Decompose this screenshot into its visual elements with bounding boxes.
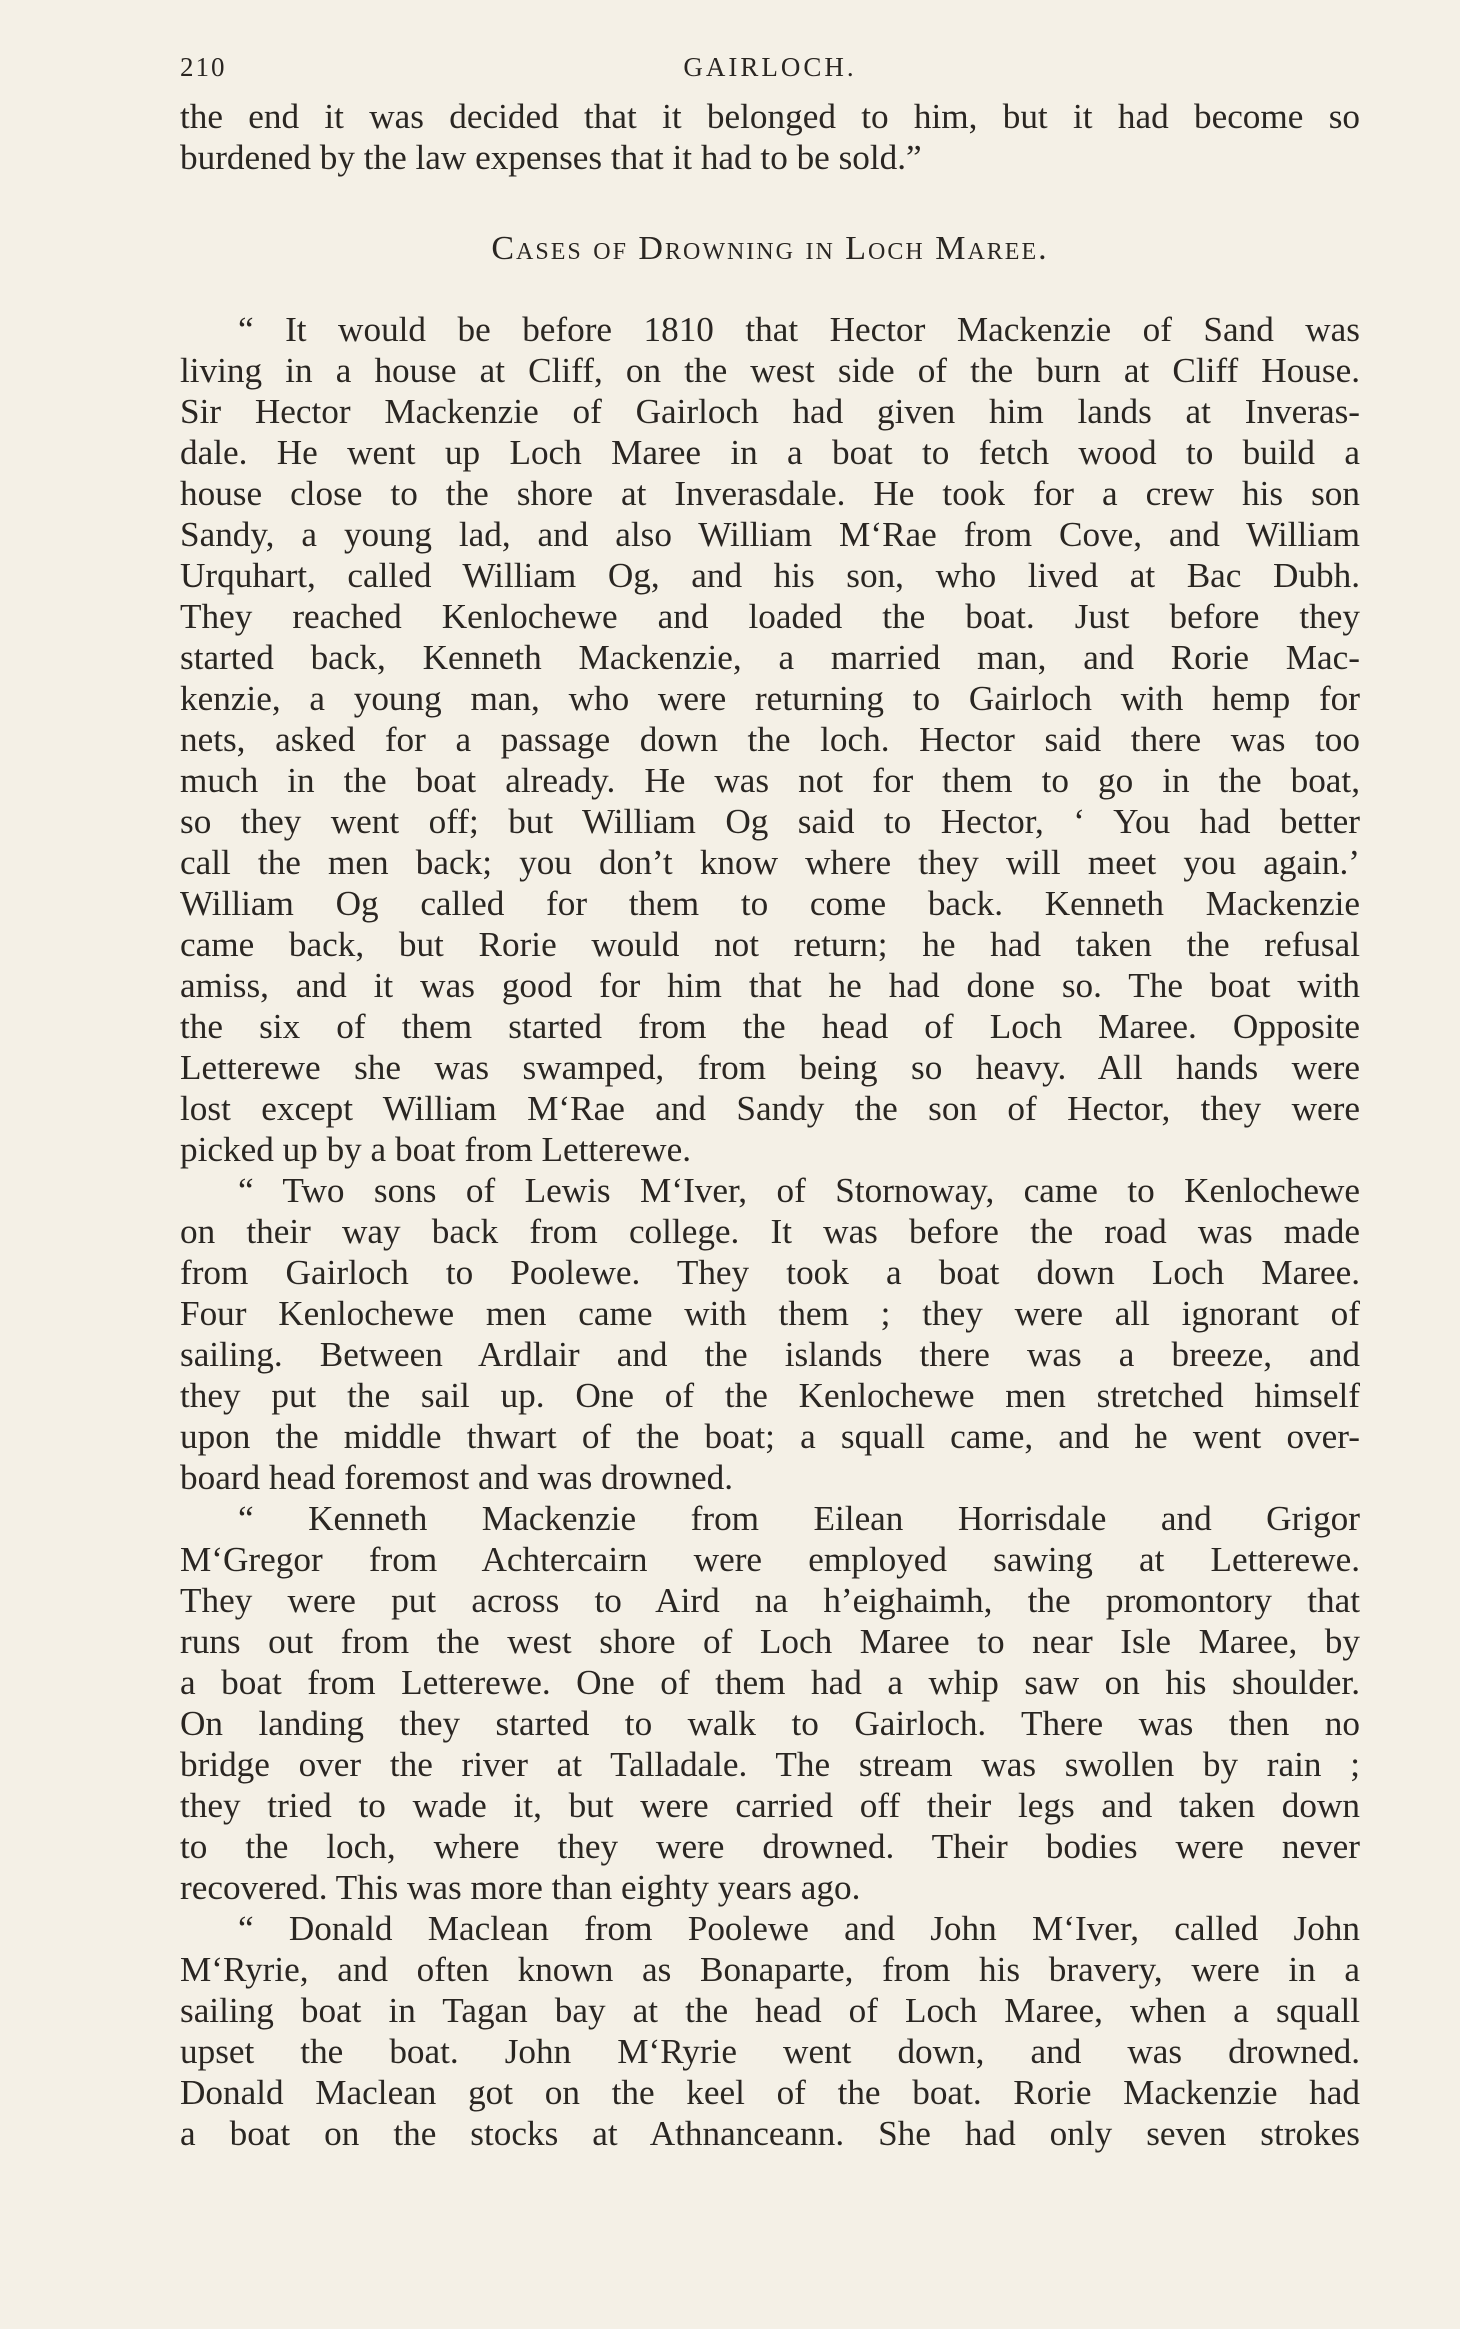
text-line: upset the boat. John M‘Ryrie went down, and was drowned. bbox=[180, 2032, 1360, 2071]
text-line: Letterewe she was swamped, from being so heavy. All hands were bbox=[180, 1048, 1360, 1087]
text-line: picked up by a boat from Letterewe. bbox=[180, 1130, 691, 1169]
text-line: sailing. Between Ardlair and the islands there was a breeze, and bbox=[180, 1335, 1360, 1374]
text-line: burdened by the law expenses that it had to be sold.” bbox=[180, 138, 922, 177]
text-line: “ Kenneth Mackenzie from Eilean Horrisdale and Grigor bbox=[238, 1499, 1360, 1538]
text-line: they tried to wade it, but were carried off their legs and taken down bbox=[180, 1786, 1360, 1825]
intro-text bbox=[180, 96, 1360, 178]
text-line: came back, but Rorie would not return; he had taken the refusal bbox=[180, 925, 1360, 964]
text-line: a boat on the stocks at Athnanceann. She had only seven strokes bbox=[180, 2114, 1360, 2153]
paragraph bbox=[180, 1498, 1360, 1908]
text-line: so they went off; but William Og said to Hector, ‘ You had better bbox=[180, 802, 1360, 841]
text-line: upon the middle thwart of the boat; a squall came, and he went over- bbox=[180, 1417, 1360, 1456]
text-line: amiss, and it was good for him that he had done so. The boat with bbox=[180, 966, 1360, 1005]
text-line: Four Kenlochewe men came with them ; they were all ignorant of bbox=[180, 1294, 1360, 1333]
running-head bbox=[180, 52, 1360, 96]
text-line: from Gairloch to Poolewe. They took a boat down Loch Maree. bbox=[180, 1253, 1360, 1292]
text-line: the six of them started from the head of Loch Maree. Opposite bbox=[180, 1007, 1360, 1046]
text-line: much in the boat already. He was not for them to go in the boat, bbox=[180, 761, 1360, 800]
text-line: lost except William M‘Rae and Sandy the son of Hector, they were bbox=[180, 1089, 1360, 1128]
text-line: Sandy, a young lad, and also William M‘Rae from Cove, and William bbox=[180, 515, 1360, 554]
text-line: house close to the shore at Inverasdale. He took for a crew his son bbox=[180, 474, 1360, 513]
text-line: They were put across to Aird na h’eighaimh, the promontory that bbox=[180, 1581, 1360, 1620]
text-line: They reached Kenlochewe and loaded the boat. Just before they bbox=[180, 597, 1360, 636]
text-line: recovered. This was more than eighty years ago. bbox=[180, 1868, 861, 1907]
text-line: Urquhart, called William Og, and his son, who lived at Bac Dubh. bbox=[180, 556, 1360, 595]
text-line: call the men back; you don’t know where they will meet you again.’ bbox=[180, 843, 1360, 882]
text-line: a boat from Letterewe. One of them had a whip saw on his shoulder. bbox=[180, 1663, 1360, 1702]
text-line: sailing boat in Tagan bay at the head of Loch Maree, when a squall bbox=[180, 1991, 1360, 2030]
text-line: Sir Hector Mackenzie of Gairloch had given him lands at Inveras- bbox=[180, 392, 1360, 431]
text-line: dale. He went up Loch Maree in a boat to fetch wood to build a bbox=[180, 433, 1360, 472]
text-line: living in a house at Cliff, on the west side of the burn at Cliff House. bbox=[180, 351, 1360, 390]
paragraph bbox=[180, 1908, 1360, 2154]
page-number: 210 bbox=[180, 52, 227, 82]
text-line: nets, asked for a passage down the loch. Hector said there was too bbox=[180, 720, 1360, 759]
text-line: Donald Maclean got on the keel of the boat. Rorie Mackenzie had bbox=[180, 2073, 1360, 2112]
text-line: the end it was decided that it belonged to him, but it had become so bbox=[180, 97, 1360, 136]
text-line: William Og called for them to come back. Kenneth Mackenzie bbox=[180, 884, 1360, 923]
text-line: on their way back from college. It was before the road was made bbox=[180, 1212, 1360, 1251]
text-line: M‘Ryrie, and often known as Bonaparte, from his bravery, were in a bbox=[180, 1950, 1360, 1989]
text-line: they put the sail up. One of the Kenlochewe men stretched himself bbox=[180, 1376, 1360, 1415]
text-line: started back, Kenneth Mackenzie, a married man, and Rorie Mac- bbox=[180, 638, 1360, 677]
text-line: kenzie, a young man, who were returning to Gairloch with hemp for bbox=[180, 679, 1360, 718]
text-line: On landing they started to walk to Gairloch. There was then no bbox=[180, 1704, 1360, 1743]
book-page bbox=[180, 52, 1360, 2154]
text-line: bridge over the river at Talladale. The stream was swollen by rain ; bbox=[180, 1745, 1360, 1784]
text-line: board head foremost and was drowned. bbox=[180, 1458, 734, 1497]
text-line: “ Donald Maclean from Poolewe and John M‘Iver, called John bbox=[238, 1909, 1360, 1948]
text-line: “ Two sons of Lewis M‘Iver, of Stornoway, came to Kenlochewe bbox=[238, 1171, 1360, 1210]
running-title: GAIRLOCH. bbox=[683, 52, 857, 82]
paragraph bbox=[180, 1170, 1360, 1498]
text-line: “ It would be before 1810 that Hector Mackenzie of Sand was bbox=[238, 310, 1360, 349]
text-line: M‘Gregor from Achtercairn were employed sawing at Letterewe. bbox=[180, 1540, 1360, 1579]
section-heading: Cases of Drowning in Loch Maree. bbox=[491, 230, 1049, 267]
text-line: to the loch, where they were drowned. Their bodies were never bbox=[180, 1827, 1360, 1866]
text-line: runs out from the west shore of Loch Maree to near Isle Maree, by bbox=[180, 1622, 1360, 1661]
paragraph bbox=[180, 309, 1360, 1170]
body-text bbox=[180, 309, 1360, 2154]
